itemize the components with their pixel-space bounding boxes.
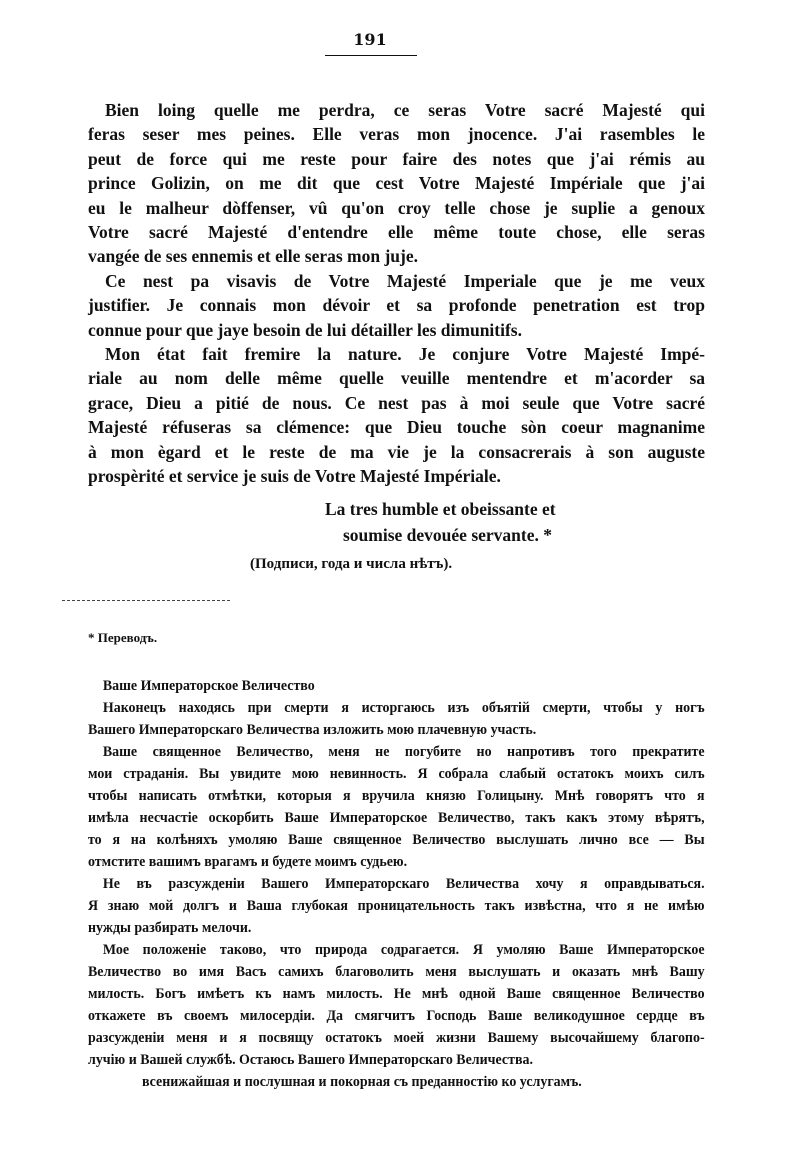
text-line: нужды разбирать мелочи. [88,920,252,936]
closing-line: La tres humble et obeissante et [325,499,556,519]
text-line: Я знаю мой долгъ и Ваша глубокая проницательность такъ извѣстна, что я не имѣю [88,898,705,914]
page-number-rule [325,55,417,56]
text-line: разсужденіи меня и я посвящу остатокъ моей жизни Вашему высочайшему благопо- [88,1030,705,1046]
text-line: connue pour que jaye besoin de lui détailler les dimunitifs. [88,319,522,340]
text-line: Не въ разсужденіи Вашего Императорскаго Величества хочу я оправдываться. [102,876,705,892]
russian-salutation: Ваше Императорское Величество [102,678,315,694]
text-line: prince Golizin, on me dit que cest Votre Majesté Impériale que j'ai [88,173,705,194]
text-line: откажете въ своемъ милосердіи. Да смягчитъ Господь Ваше великодушное сердце въ [88,1008,705,1024]
footnote-title: * Переводъ. [88,630,158,645]
russian-signature: всенижайшая и послушная и покорная съ преданностію ко услугамъ. [141,1074,582,1090]
text-line: милость. Богъ имѣетъ къ намъ милость. Не мнѣ одной Ваше священное Величество [88,986,705,1002]
text-line: eu le malheur dòffenser, vû qu'on croy telle chose je suplie a genoux [88,197,705,218]
text-line: Вашего Императорскаго Величества изложить мою плачевную участь. [88,722,537,738]
text-line: Величество во имя Васъ самихъ благоволить меня выслушать и оказать мнѣ Вашу [88,964,705,980]
text-line: feras seser mes peines. Elle veras mon jnocence. J'ai rasembles le [88,124,705,145]
text-line: Votre sacré Majesté d'entendre elle même toute chose, elle seras [88,222,705,243]
text-line: à mon ègard et le reste de ma vie je la consacrerais à son auguste [88,441,705,462]
page-number: 191 [353,30,387,49]
text-line: Majesté réfuseras sa clémence: que Dieu touche sòn coeur magnanime [88,417,705,438]
text-line: Наконецъ находясь при смерти я исторгаюсь изъ объятій смерти, чтобы у ногъ [102,700,705,716]
footnote-separator [62,600,230,601]
russian-translation [88,675,705,1093]
text-line: имѣла несчастіе оскорбить Ваше Императорское Величество, такъ какъ этому вѣрятъ, [88,810,705,826]
french-closing [325,496,556,548]
editor-note: (Подписи, года и числа нѣтъ). [250,556,453,572]
text-line: Ce nest pa visavis de Votre Majesté Imperiale que je me veux [105,270,705,291]
text-line: Mon état fait fremire la nature. Je conjure Votre Majesté Impé- [105,344,705,365]
text-line: riale au nom delle même quelle veuille mentendre et m'acorder sa [88,368,705,389]
text-line: peut de force qui me reste pour faire des notes que j'ai rémis au [88,148,705,169]
text-line: то я на колѣняхъ умоляю Ваше священное Величество выслушать лично все — Вы [88,832,705,848]
text-line: отмстите вашимъ врагамъ и будете моимъ судьею. [88,854,408,870]
text-line: Bien loing quelle me perdra, ce seras Votre sacré Majesté qui [105,100,705,120]
text-line: justifier. Je connais mon dévoir et sa profonde penetration est trop [88,295,705,316]
text-line: Ваше священное Величество, меня не погубите но напротивъ того прекратите [102,744,705,760]
text-line: prospèrité et service je suis de Votre Majesté Impériale. [88,466,501,487]
french-letter [88,98,705,489]
text-line: чтобы написать отмѣтки, которыя я вручила князю Голицыну. Мнѣ говорятъ что я [88,788,705,804]
text-line: мои страданія. Вы увидите мою невинность. Я собрала слабый остатокъ моихъ силъ [88,766,705,782]
text-line: лучію и Вашей службѣ. Остаюсь Вашего Императорскаго Величества. [88,1052,533,1068]
text-line: Мое положеніе таково, что природа содрагается. Я умоляю Ваше Императорское [102,942,705,958]
text-line: grace, Dieu a pitié de nous. Ce nest pas à moi seule que Votre sacré [88,392,705,413]
closing-line: soumise devouée servante. * [343,525,553,545]
text-line: vangée de ses ennemis et elle seras mon juje. [88,246,419,267]
